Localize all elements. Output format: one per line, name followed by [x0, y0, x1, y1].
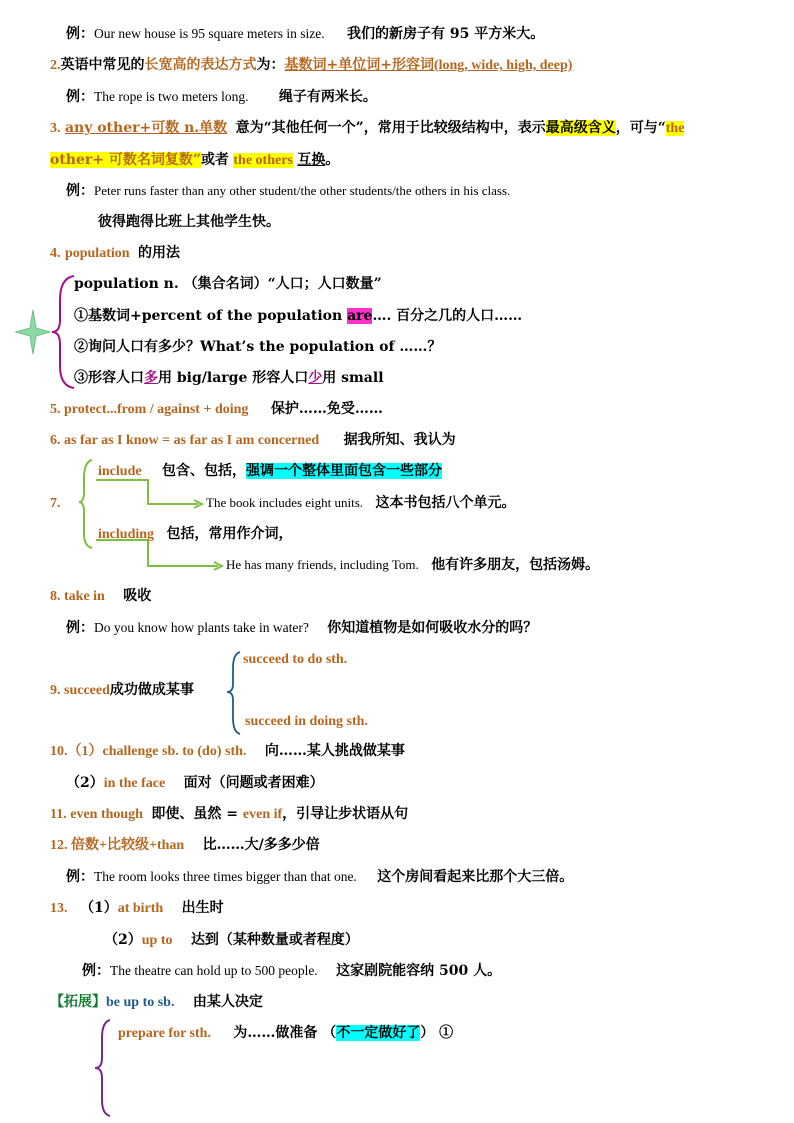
extension-tag: 【拓展】 — [50, 994, 106, 1010]
point-text: ，可与“ — [615, 120, 666, 136]
example-chinese: 你知道植物是如何吸收水分的吗？ — [327, 620, 538, 636]
point-7-number — [50, 493, 61, 514]
point-text: 英语中常见的 — [60, 57, 145, 73]
point-text: 为： — [256, 57, 285, 73]
example-english: The book includes eight units. — [206, 495, 364, 510]
succeed-brace — [224, 650, 244, 736]
point-6 — [50, 430, 456, 451]
phrase: even if — [242, 807, 283, 822]
meaning: 包含、包括， — [162, 463, 247, 479]
example-lead: 例： — [66, 89, 94, 105]
emphasis-purple: 多 — [144, 370, 158, 386]
point-10-2 — [66, 773, 324, 794]
highlight-yellow: other+ 可数名词复数” — [50, 152, 201, 168]
phrase: population — [64, 246, 130, 261]
meaning: 向……某人挑战做某事 — [264, 743, 405, 759]
example-chinese: 他有许多朋友，包括汤姆。 — [431, 557, 600, 573]
phrase: in the face — [103, 776, 166, 791]
population-usage-3 — [74, 368, 384, 388]
example-chinese: 彼得跑得比班上其他学生快。 — [98, 214, 280, 230]
population-usage-1 — [74, 306, 522, 326]
example-line-1 — [66, 24, 544, 44]
highlight-yellow: 最高级含义 — [545, 120, 616, 136]
example-chinese: 这本书包括八个单元。 — [375, 495, 516, 511]
formula: 基数词+单位词+形容词 — [284, 57, 434, 73]
meaning: 吸收 — [123, 588, 152, 604]
highlight-cyan: 不一定做好了 — [336, 1025, 421, 1041]
point-11 — [50, 804, 408, 825]
meaning: 保护……免受…… — [270, 401, 383, 417]
highlight-cyan: 强调一个整体里面包含一些部分 — [246, 463, 443, 479]
phrase: be up to sb. — [106, 995, 175, 1010]
meaning: 达到（某种数量或者程度） — [190, 932, 359, 948]
point-2 — [50, 55, 572, 76]
point-number: 7. — [50, 496, 61, 511]
example-translation — [98, 212, 280, 232]
include-word: include — [98, 464, 142, 479]
point-3-line-2 — [50, 150, 339, 171]
meaning: 为……做准备 （ — [233, 1025, 337, 1041]
example-lead: 例： — [66, 183, 94, 199]
sub-number: （1） — [79, 900, 118, 916]
including-word: including — [98, 527, 155, 542]
example-lead: 例： — [66, 620, 94, 636]
point-13-2 — [104, 930, 359, 951]
phrase: prepare for sth. — [118, 1026, 211, 1041]
usage-text: …. 百分之几的人口…… — [372, 308, 523, 324]
point-13-1 — [50, 898, 224, 919]
point-number: 4. — [50, 246, 61, 261]
example-english: Our new house is 95 square meters in size. — [94, 26, 325, 41]
example-lead: 例： — [82, 963, 110, 979]
point-4 — [50, 243, 180, 264]
phrase: 6. as far as I know = as far as I am concerned — [50, 433, 320, 448]
phrase: up to — [141, 933, 173, 948]
phrase: at birth — [117, 901, 164, 916]
prepare-line — [118, 1023, 453, 1044]
phrase: succeed in doing sth. — [245, 714, 368, 729]
point-8 — [50, 586, 151, 607]
meaning: 即使、虽然 = — [151, 806, 243, 822]
usage-text: ①基数词+percent of the population — [74, 308, 348, 324]
succeed-option-1 — [243, 649, 347, 670]
extension-line — [50, 992, 263, 1013]
usage-text: 用 small — [322, 370, 384, 386]
point-number: 3. — [50, 121, 61, 136]
population-usage-2 — [74, 337, 441, 357]
example-english: The room looks three times bigger than that one. — [94, 869, 357, 884]
include-line — [98, 461, 442, 482]
point-number: 10.（1） — [50, 744, 103, 759]
population-definition — [74, 274, 382, 294]
point-3-line-1 — [50, 118, 684, 139]
example-lead: 例： — [66, 869, 94, 885]
example-chinese: 这个房间看起来比那个大三倍。 — [377, 869, 574, 885]
meaning: 包括，常用作介词， — [166, 526, 293, 542]
phrase: 12. 倍数+比较级+than — [50, 838, 185, 853]
point-number: 2. — [50, 58, 61, 73]
example-line-2 — [66, 87, 377, 107]
example-line-12 — [66, 867, 573, 887]
definition-text: population n. （集合名词）“人口；人口数量” — [74, 276, 382, 292]
phrase: 5. protect...from / against + doing — [50, 402, 249, 417]
point-text: 互换 — [297, 152, 326, 168]
usage-text: ③形容人口 — [74, 370, 144, 386]
phrase: challenge sb. to (do) sth. — [102, 744, 247, 759]
include-example — [206, 493, 516, 513]
meaning: 由某人决定 — [192, 994, 263, 1010]
point-text: 的用法 — [138, 245, 180, 261]
usage-text: 用 big/large 形容人口 — [158, 370, 309, 386]
highlight-magenta: are — [347, 308, 373, 324]
highlight-yellow: the — [665, 121, 685, 136]
phrase: any other+可数 n.单数 — [64, 120, 228, 136]
point-9 — [50, 680, 194, 701]
succeed-option-2 — [245, 711, 368, 732]
meaning: 出生时 — [181, 900, 224, 916]
phrase: 9. succeed — [50, 683, 110, 698]
point-10-1 — [50, 741, 405, 762]
meaning: 面对（问题或者困难） — [183, 775, 324, 791]
example-english: The rope is two meters long. — [94, 89, 249, 104]
usage-text: ②询问人口有多少？What’s the population of ……？ — [74, 339, 442, 355]
example-chinese: 我们的新房子有 95 平方米大。 — [347, 26, 545, 42]
point-text: 或者 — [200, 152, 229, 168]
meaning: ） ① — [420, 1025, 454, 1041]
phrase: 11. even though — [50, 807, 143, 822]
prepare-brace — [92, 1018, 116, 1118]
point-text: 。 — [325, 152, 340, 168]
highlight-term: 长宽高的表达方式 — [144, 57, 257, 73]
meaning: 据我所知、我认为 — [343, 432, 456, 448]
phrase: succeed to do sth. — [243, 652, 348, 667]
example-line-8 — [66, 618, 537, 638]
meaning: 成功做成某事 — [109, 682, 194, 698]
point-12 — [50, 835, 320, 856]
emphasis-purple: 少 — [308, 370, 323, 386]
including-example — [226, 555, 599, 575]
point-number: 13. — [50, 901, 68, 916]
point-5 — [50, 399, 383, 420]
point-number: （2） — [66, 775, 104, 791]
example-chinese: 这家剧院能容纳 500 人。 — [336, 963, 502, 979]
highlight-yellow: the others — [233, 153, 293, 168]
formula-examples: (long, wide, high, deep) — [433, 58, 573, 73]
phrase: 8. take in — [50, 589, 105, 604]
example-english: Peter runs faster than any other student/the other students/the others in his class. — [94, 183, 511, 198]
example-line-13 — [82, 961, 501, 981]
example-english: The theatre can hold up to 500 people. — [110, 963, 318, 978]
example-english: He has many friends, including Tom. — [226, 557, 419, 572]
including-line — [98, 524, 292, 545]
example-lead: 例： — [66, 26, 94, 42]
point-text: 意为“其他任何一个”，常用于比较级结构中，表示 — [235, 120, 546, 136]
sub-number: （2） — [104, 932, 142, 948]
example-line-3 — [66, 181, 510, 201]
example-chinese: 绳子有两米长。 — [278, 89, 377, 105]
example-english: Do you know how plants take in water? — [94, 620, 309, 635]
meaning: 比……大/多多少倍 — [202, 837, 320, 853]
meaning: ，引导让步状语从句 — [282, 806, 409, 822]
